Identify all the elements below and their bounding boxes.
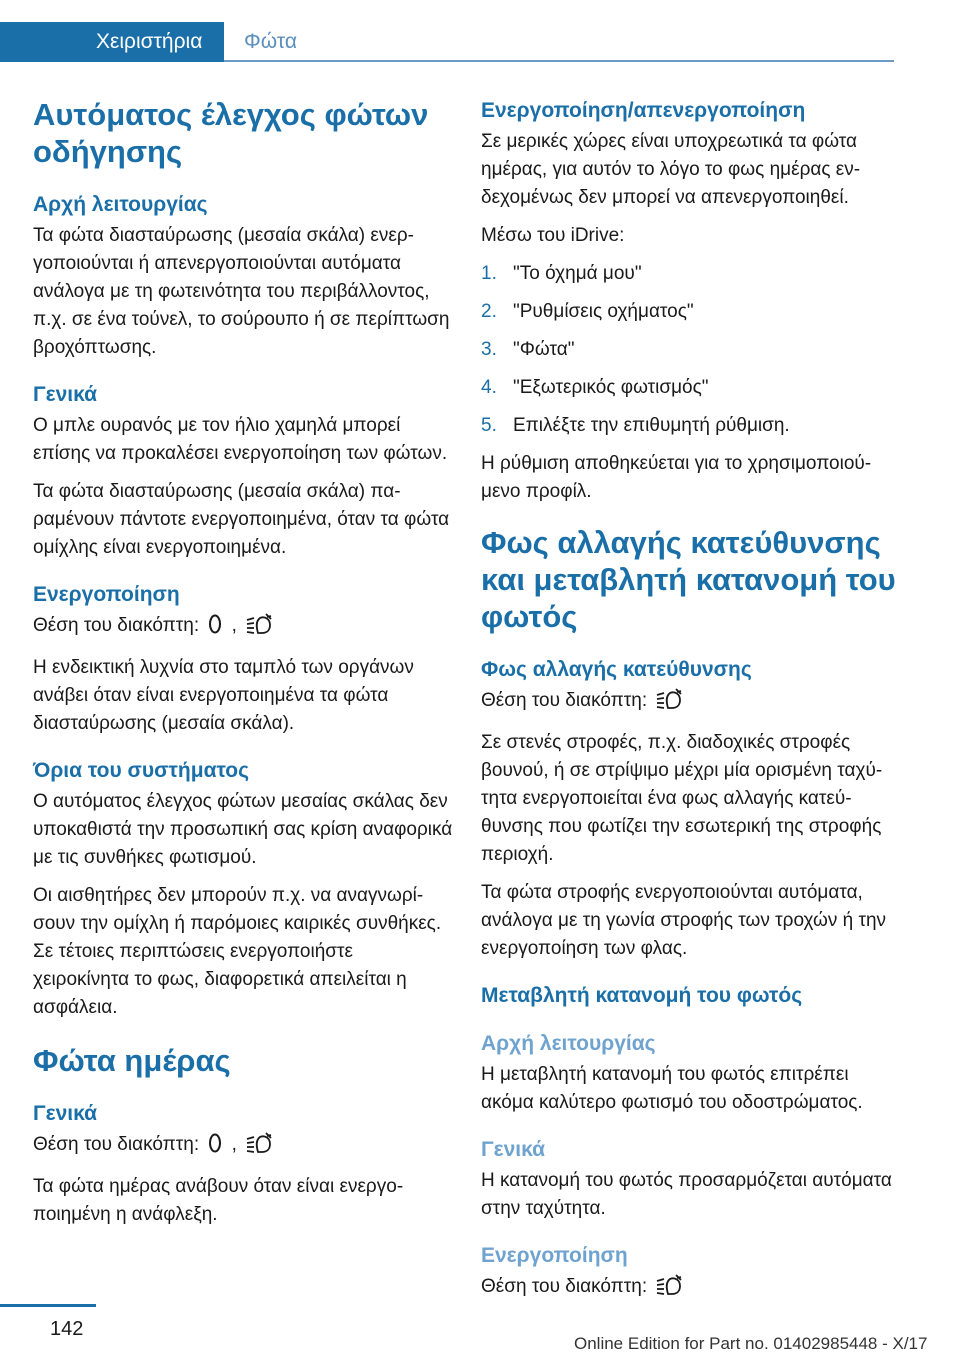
- edition-footer: Online Edition for Part no. 01402985448 - X/17: [574, 1334, 928, 1353]
- section-heading: Μεταβλητή κατανομή του φωτός: [481, 984, 803, 1007]
- switch-position-label: Θέση του διακόπτη:: [481, 1276, 648, 1297]
- auto-light-switch-icon: [656, 688, 686, 719]
- daytime-lights-title: Φώτα ημέρας: [33, 1043, 231, 1078]
- header-subsection-tab: Φώτα: [224, 22, 894, 62]
- paragraph: Τα φώτα στροφής ενεργοποιούνται αυτόματα, ανάλογα με τη γωνία στροφής των τροχών ή την ενεργοποίηση των φλας.: [481, 882, 887, 959]
- step-number: 2.: [481, 301, 497, 322]
- section-principle: [33, 190, 453, 362]
- section-heading: Γενικά: [481, 1138, 546, 1161]
- switch-position-label: Θέση του διακόπτη:: [33, 1134, 200, 1155]
- switch-position-label: Θέση του διακόπτη:: [33, 615, 200, 636]
- paragraph: Μέσω του iDrive:: [481, 225, 625, 246]
- left-column: [33, 96, 453, 1247]
- paragraph: Τα φώτα διασταύρωσης (μεσαία σκάλα) ενεργοποιούνται ή απενεργοποιούνται αυτόματα ανάλογα με τη φωτεινότητα του περιβάλλοντος, π.χ. σε ένα τούνελ, το σούρουπο ή σε περίπτωση βροχόπτωσης.: [33, 225, 450, 358]
- paragraph: Σε στενές στροφές, π.χ. διαδοχικές στροφές βουνού, ή σε στρίψιμο μέχρι μία ορισμένη ταχύτητα ενεργοποιείται ένα φως αλλαγής κατεύθυνσης που φωτίζει την εσωτερική της στροφής περιοχή.: [481, 732, 883, 865]
- section-heading: Γενικά: [33, 1102, 98, 1125]
- paragraph: Η ρύθμιση αποθηκεύεται για το χρησιμοποιούμενο προφίλ.: [481, 453, 872, 502]
- section-heading: Αρχή λειτουργίας: [481, 1032, 656, 1055]
- step-text: "Ρυθμίσεις οχήματος": [513, 301, 694, 322]
- section-activation: [33, 580, 453, 738]
- section-variable-light: [481, 981, 901, 1011]
- list-item: [481, 336, 901, 364]
- paragraph: Ο μπλε ουρανός με τον ήλιο χαμηλά μπορεί επίσης να προκαλέσει ενεργοποίηση των φώτων.: [33, 415, 448, 464]
- auto-light-switch-icon: [246, 613, 276, 644]
- section-general: [33, 380, 453, 562]
- page-number: 142: [50, 1318, 84, 1340]
- switch-position-0-icon: [208, 1132, 222, 1163]
- section-cornering-light: [481, 655, 901, 963]
- step-number: 1.: [481, 263, 497, 284]
- cornering-light-title: Φως αλλαγής κατεύθυνσης και μεταβλητή κατανομή του φωτός: [481, 525, 896, 634]
- switch-position-0-icon: [208, 613, 222, 644]
- switch-position-line: [33, 1131, 453, 1163]
- paragraph: Η μεταβλητή κατανομή του φωτός επιτρέπει ακόμα καλύτερο φωτισμό του οδοστρώματος.: [481, 1064, 863, 1113]
- paragraph: Οι αισθητήρες δεν μπορούν π.χ. να αναγνωρίσουν την ομίχλη ή παρόμοιες καιρικές συνθήκες. Σε τέτοιες περιπτώσεις ενεργοποιήστε χειροκίνητα το φως, διαφορετικά απειλείται η ασφάλεια.: [33, 885, 442, 1018]
- step-text: Επιλέξτε την επιθυμητή ρύθμιση.: [513, 415, 790, 436]
- section-daytime-general: [33, 1099, 453, 1229]
- paragraph: Η κατανομή του φωτός προσαρμόζεται αυτόματα στην ταχύτητα.: [481, 1170, 892, 1219]
- paragraph: Τα φώτα διασταύρωσης (μεσαία σκάλα) παραμένουν πάντοτε ενεργοποιημένα, όταν τα φώτα ομίχλης είναι ενεργοποιημένα.: [33, 481, 450, 558]
- section-heading: Φως αλλαγής κατεύθυνσης: [481, 658, 752, 681]
- auto-light-switch-icon: [246, 1132, 276, 1163]
- right-column: [481, 96, 901, 1323]
- separator: ,: [231, 1134, 237, 1155]
- page-header: [0, 0, 960, 62]
- switch-position-line: [33, 612, 453, 644]
- paragraph: Σε μερικές χώρες είναι υποχρεωτικά τα φώτα ημέρας, για αυτόν το λόγο το φως ημέρας ενδεχομένως δεν μπορεί να απενεργοποιηθεί.: [481, 131, 861, 208]
- section-heading: Γενικά: [33, 383, 98, 406]
- auto-headlight-title: Αυτόματος έλεγχος φώτων οδήγησης: [33, 97, 429, 169]
- list-item: [481, 412, 901, 440]
- section-heading: Ενεργοποίηση: [33, 583, 180, 606]
- step-text: "Το όχημά μου": [513, 263, 642, 284]
- switch-position-label: Θέση του διακόπτη:: [481, 690, 648, 711]
- step-text: "Εξωτερικός φωτισμός": [513, 377, 709, 398]
- idrive-steps-list: [481, 260, 901, 440]
- section-system-limits: [33, 756, 453, 1022]
- paragraph: Η ενδεικτική λυχνία στο ταμπλό των οργάνων ανάβει όταν είναι ενεργοποιημένα τα φώτα διασταύρωσης (μεσαία σκάλα).: [33, 657, 414, 734]
- list-item: [481, 260, 901, 288]
- section-heading: Αρχή λειτουργίας: [33, 193, 208, 216]
- footer-rule: [0, 1304, 96, 1307]
- list-item: [481, 374, 901, 402]
- paragraph: Ο αυτόματος έλεγχος φώτων μεσαίας σκάλας δεν υποκαθιστά την προσωπική σας κρίση αναφορικά με τις συνθήκες φωτισμού.: [33, 791, 453, 868]
- section-heading: Όρια του συστήματος: [33, 759, 250, 782]
- separator: ,: [231, 615, 237, 636]
- section-heading: Ενεργοποίηση: [481, 1244, 628, 1267]
- section-variable-principle: [481, 1029, 901, 1117]
- paragraph: Τα φώτα ημέρας ανάβουν όταν είναι ενεργοποιημένη η ανάφλεξη.: [33, 1176, 404, 1225]
- switch-position-line: [481, 1273, 901, 1305]
- step-number: 4.: [481, 377, 497, 398]
- section-variable-activation: [481, 1241, 901, 1305]
- step-number: 3.: [481, 339, 497, 360]
- step-text: "Φώτα": [513, 339, 575, 360]
- section-on-off: [481, 96, 901, 506]
- header-section-tab: Χειριστήρια: [0, 22, 224, 62]
- switch-position-line: [481, 687, 901, 719]
- section-variable-general: [481, 1135, 901, 1223]
- section-heading: Ενεργοποίηση/απενεργοποίηση: [481, 99, 806, 122]
- list-item: [481, 298, 901, 326]
- auto-light-switch-icon: [656, 1274, 686, 1305]
- step-number: 5.: [481, 415, 497, 436]
